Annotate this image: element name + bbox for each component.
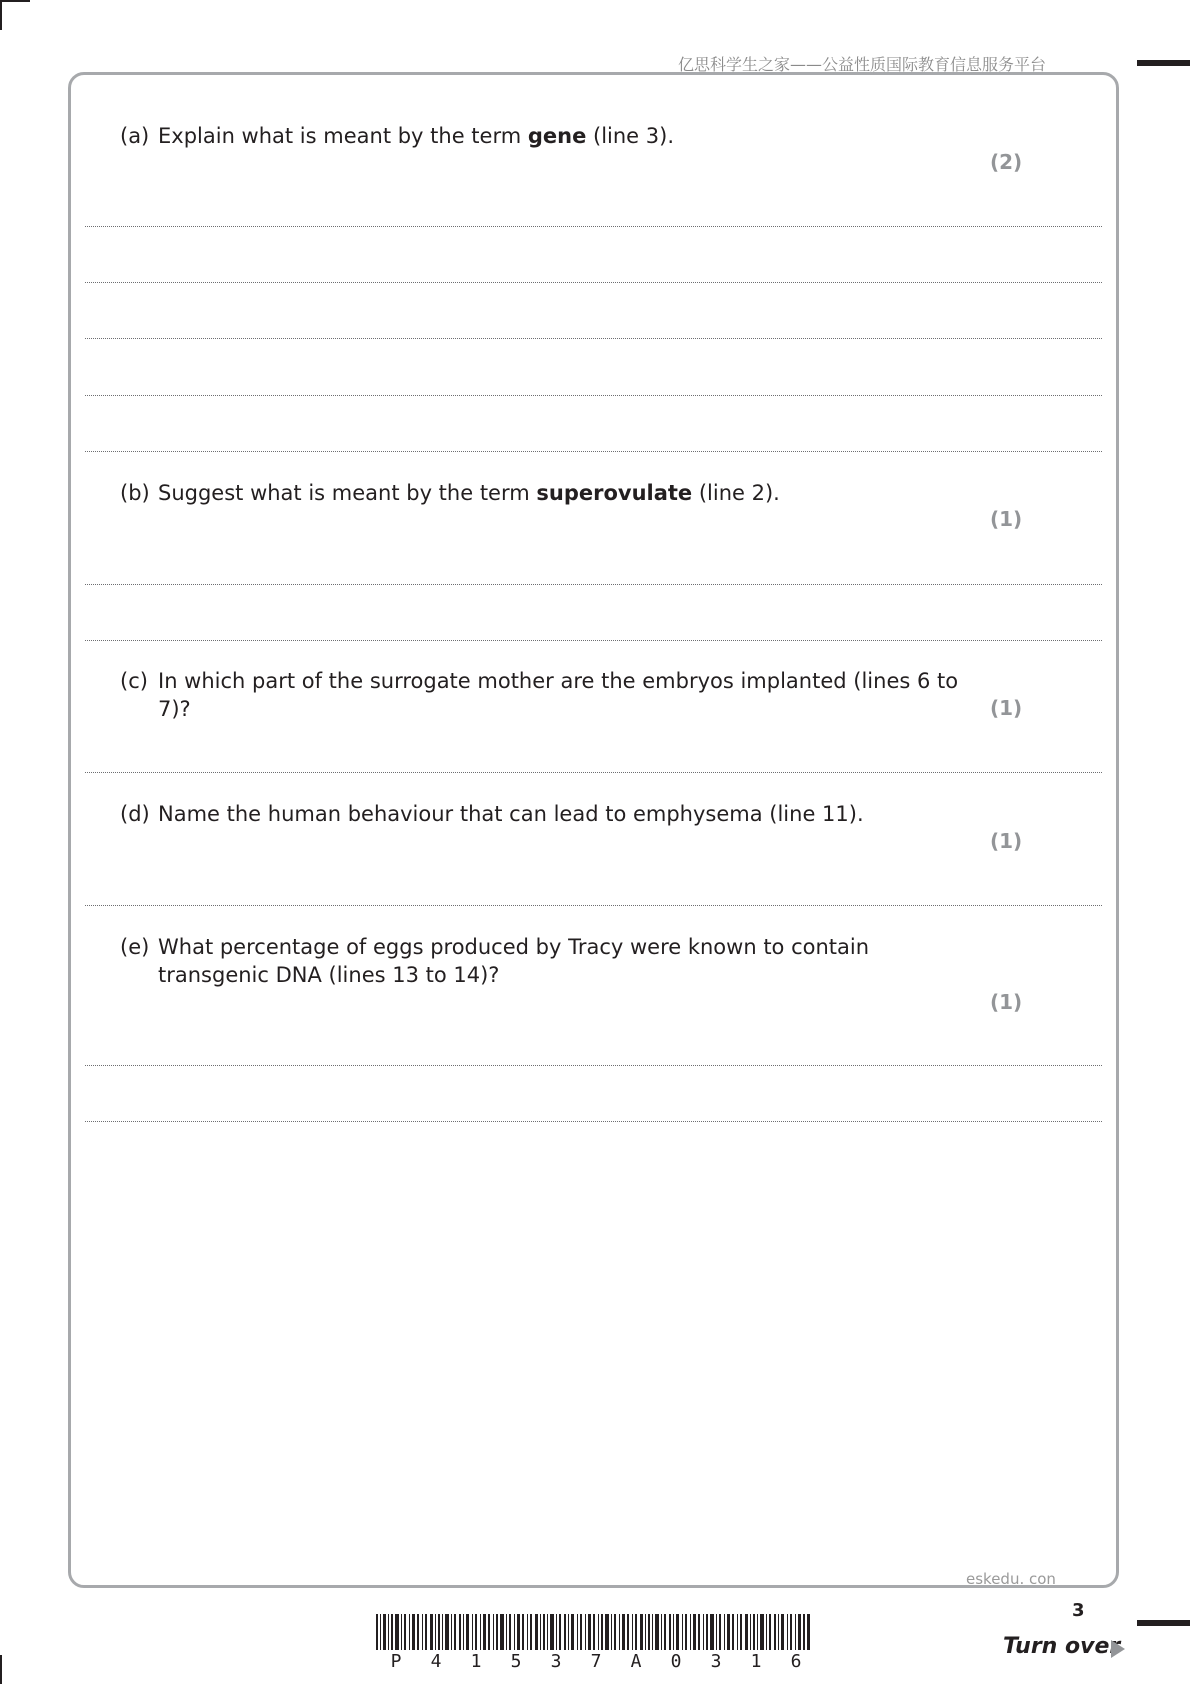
question-text-end: (line 2). bbox=[692, 481, 780, 505]
barcode-char: P bbox=[390, 1651, 402, 1672]
margin-mark-top-right bbox=[1137, 60, 1190, 66]
question-e bbox=[120, 933, 980, 989]
turn-over-arrow-icon bbox=[1111, 1640, 1125, 1658]
answer-line[interactable] bbox=[85, 1065, 1102, 1066]
answer-line[interactable] bbox=[85, 1121, 1102, 1122]
barcode-char: 4 bbox=[430, 1651, 442, 1672]
header-watermark: 亿思科学生之家——公益性质国际教育信息服务平台 bbox=[678, 55, 1047, 74]
question-text-end: (line 3). bbox=[586, 124, 674, 148]
marks-e: (1) bbox=[990, 990, 1023, 1014]
barcode-char: 3 bbox=[550, 1651, 562, 1672]
question-text: In which part of the surrogate mother are the embryos implanted (lines 6 to 7)? bbox=[158, 669, 959, 721]
answer-line[interactable] bbox=[85, 772, 1102, 773]
question-label: (d) bbox=[120, 802, 150, 826]
question-label: (a) bbox=[120, 124, 150, 148]
barcode-char: 1 bbox=[470, 1651, 482, 1672]
answer-line[interactable] bbox=[85, 905, 1102, 906]
question-d bbox=[120, 800, 980, 828]
answer-line[interactable] bbox=[85, 226, 1102, 227]
barcode-char: 6 bbox=[790, 1651, 802, 1672]
turn-over-label: Turn over bbox=[1003, 1634, 1121, 1659]
page-number: 3 bbox=[1072, 1600, 1085, 1621]
question-text: Explain what is meant by the term bbox=[158, 124, 528, 148]
answer-line[interactable] bbox=[85, 338, 1102, 339]
barcode-char: 1 bbox=[750, 1651, 762, 1672]
question-term: superovulate bbox=[536, 481, 693, 505]
question-label: (b) bbox=[120, 481, 150, 505]
barcode-char: 5 bbox=[510, 1651, 522, 1672]
barcode-char: 7 bbox=[590, 1651, 602, 1672]
marks-c: (1) bbox=[990, 696, 1023, 720]
question-label: (e) bbox=[120, 935, 150, 959]
footer-watermark: eskedu. con bbox=[966, 1570, 1056, 1588]
barcode-char: 0 bbox=[670, 1651, 682, 1672]
marks-b: (1) bbox=[990, 507, 1023, 531]
crop-mark-top-left-horizontal bbox=[0, 0, 30, 2]
question-label: (c) bbox=[120, 669, 148, 693]
answer-line[interactable] bbox=[85, 395, 1102, 396]
barcode bbox=[376, 1614, 810, 1650]
question-text: What percentage of eggs produced by Tracy were known to contain transgenic DNA (lines 13 to 14)? bbox=[158, 935, 870, 987]
marks-a: (2) bbox=[990, 150, 1023, 174]
barcode-number bbox=[376, 1651, 816, 1672]
question-b bbox=[120, 479, 980, 507]
barcode-char: A bbox=[630, 1651, 642, 1672]
question-a bbox=[120, 122, 980, 150]
margin-mark-bottom-right bbox=[1137, 1620, 1190, 1626]
barcode-char: 3 bbox=[710, 1651, 722, 1672]
answer-line[interactable] bbox=[85, 282, 1102, 283]
answer-line[interactable] bbox=[85, 451, 1102, 452]
crop-mark-top-left-vertical bbox=[0, 0, 2, 30]
crop-mark-bottom-left-vertical bbox=[0, 1655, 2, 1684]
question-c bbox=[120, 667, 980, 723]
answer-line[interactable] bbox=[85, 584, 1102, 585]
answer-frame bbox=[68, 72, 1119, 1588]
marks-d: (1) bbox=[990, 829, 1023, 853]
question-text: Suggest what is meant by the term bbox=[158, 481, 537, 505]
question-term: gene bbox=[527, 124, 587, 148]
answer-line[interactable] bbox=[85, 640, 1102, 641]
question-text: Name the human behaviour that can lead to emphysema (line 11). bbox=[158, 802, 864, 826]
